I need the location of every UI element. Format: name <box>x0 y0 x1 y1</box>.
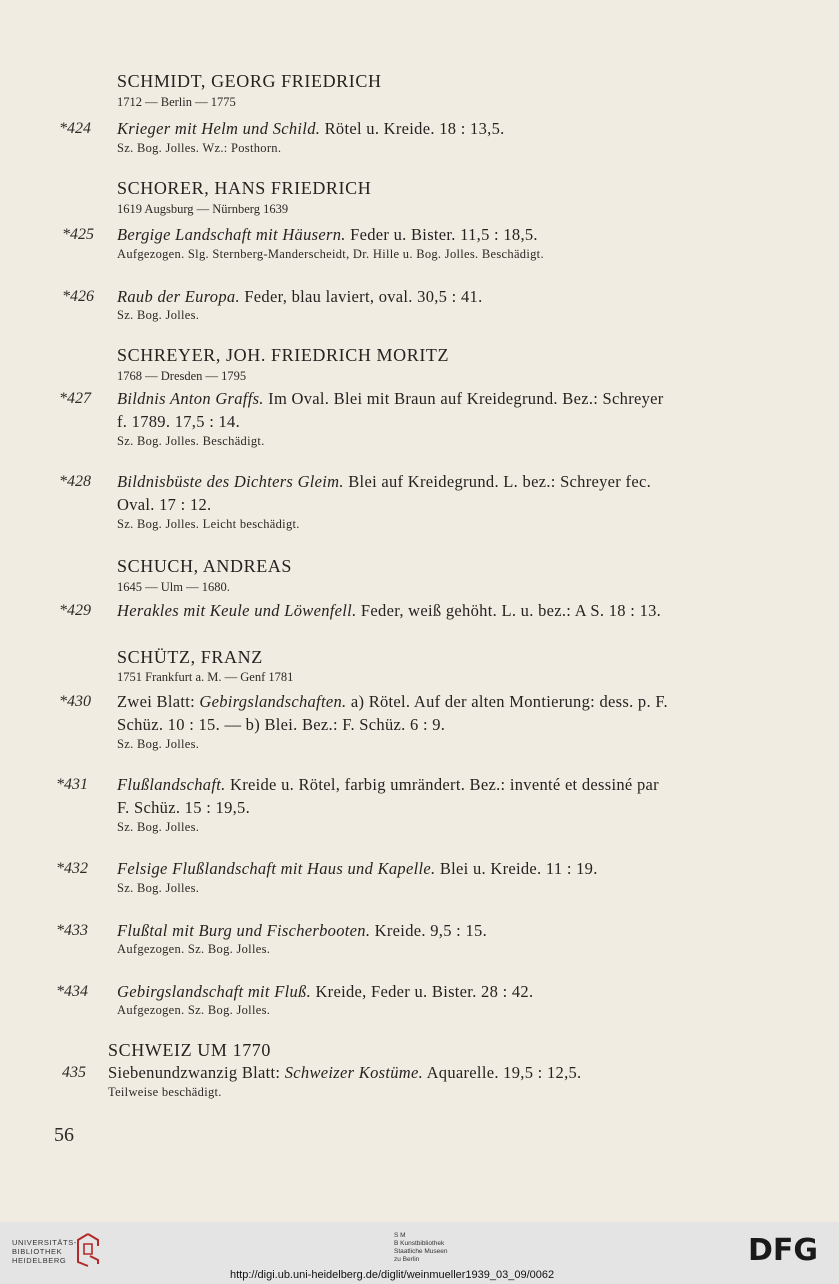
lot-provenance: Sz. Bog. Jolles. <box>117 308 200 322</box>
lot-details: Kreide u. Rötel, farbig umrändert. Bez.: inventé et dessiné par <box>225 775 659 794</box>
lot-number: *434 <box>56 983 88 1000</box>
lot-description-continued: F. Schüz. 15 : 19,5. <box>117 798 251 817</box>
artist-heading: SCHÜTZ, FRANZ <box>117 647 263 667</box>
logo-line: BIBLIOTHEK <box>12 1247 63 1256</box>
logo-line: zu Berlin <box>394 1256 420 1263</box>
lot-details: Kreide. 9,5 : 15. <box>370 921 488 940</box>
logo-line: UNIVERSITÄTS- <box>12 1238 77 1247</box>
lot-description-continued: Schüz. 10 : 15. — b) Blei. Bez.: F. Schüz. 6 : 9. <box>117 715 446 734</box>
artist-life-dates: 1619 Augsburg — Nürnberg 1639 <box>117 202 289 216</box>
lot-details: Feder u. Bister. 11,5 : 18,5. <box>345 225 538 244</box>
lot-provenance: Sz. Bog. Jolles. Leicht beschädigt. <box>117 517 300 531</box>
lot-provenance: Sz. Bog. Jolles. <box>117 737 200 751</box>
lot-description <box>117 921 487 941</box>
lot-number: *429 <box>59 602 91 619</box>
lot-title: Bergige Landschaft mit Häusern. <box>117 225 346 244</box>
permalink-url[interactable]: http://digi.ub.uni-heidelberg.de/diglit/weinmueller1939_03_09/0062 <box>230 1269 555 1281</box>
lot-prefix: Zwei Blatt: <box>117 692 200 711</box>
lot-details: Feder, weiß gehöht. L. u. bez.: A S. 18 : 13. <box>356 601 662 620</box>
lot-number: *428 <box>59 473 91 490</box>
heidelberg-seal-icon[interactable] <box>76 1232 100 1268</box>
artist-heading: SCHREYER, JOH. FRIEDRICH MORITZ <box>117 345 450 365</box>
lot-description-continued: Oval. 17 : 12. <box>117 495 212 514</box>
artist-life-dates: 1768 — Dresden — 1795 <box>117 369 247 383</box>
artist-heading: SCHWEIZ UM 1770 <box>108 1040 271 1060</box>
lot-title: Krieger mit Helm und Schild. <box>117 119 321 138</box>
lot-description <box>117 775 659 795</box>
lot-title: Bildnisbüste des Dichters Gleim. <box>117 472 344 491</box>
lot-number: *433 <box>56 922 88 939</box>
lot-details: Feder, blau laviert, oval. 30,5 : 41. <box>239 287 483 306</box>
lot-description <box>117 225 538 245</box>
lot-title: Gebirgslandschaften. <box>199 692 347 711</box>
logo-line: HEIDELBERG <box>12 1256 67 1265</box>
logo-line: Staatliche Museen <box>394 1248 448 1255</box>
logo-line: S M <box>394 1232 406 1239</box>
lot-title: Flußtal mit Burg und Fischerbooten. <box>117 921 371 940</box>
university-library-logo-text[interactable] <box>12 1238 77 1265</box>
lot-provenance: Aufgezogen. Slg. Sternberg-Manderscheidt, Dr. Hille u. Bog. Jolles. Beschädigt. <box>117 247 544 261</box>
lot-title: Raub der Europa. <box>117 287 240 306</box>
lot-description <box>117 389 664 409</box>
lot-description <box>117 601 661 621</box>
lot-title: Herakles mit Keule und Löwenfell. <box>117 601 357 620</box>
artist-heading: SCHMIDT, GEORG FRIEDRICH <box>117 71 382 91</box>
lot-description <box>117 859 598 879</box>
lot-title: Gebirgslandschaft mit Fluß. <box>117 982 312 1001</box>
artist-life-dates: 1751 Frankfurt a. M. — Genf 1781 <box>117 670 294 684</box>
lot-number: *424 <box>59 120 91 137</box>
page-number: 56 <box>54 1124 74 1146</box>
lot-number: *426 <box>62 288 94 305</box>
lot-number: *430 <box>59 693 91 710</box>
lot-provenance: Sz. Bog. Jolles. Wz.: Posthorn. <box>117 141 282 155</box>
lot-title: Flußlandschaft. <box>117 775 226 794</box>
lot-provenance: Teilweise beschädigt. <box>108 1085 222 1099</box>
lot-number: *431 <box>56 776 88 793</box>
kunstbibliothek-logo-text[interactable] <box>394 1232 447 1264</box>
lot-details: Rötel u. Kreide. 18 : 13,5. <box>320 119 505 138</box>
dfg-logo[interactable]: DFG <box>748 1233 819 1268</box>
lot-description <box>117 982 533 1002</box>
logo-line: B Kunstbibliothek <box>394 1240 445 1247</box>
lot-description-continued: f. 1789. 17,5 : 14. <box>117 412 241 431</box>
artist-heading: SCHUCH, ANDREAS <box>117 556 293 576</box>
lot-details: Kreide, Feder u. Bister. 28 : 42. <box>311 982 534 1001</box>
artist-heading: SCHORER, HANS FRIEDRICH <box>117 178 372 198</box>
lot-description <box>117 692 668 712</box>
lot-description <box>117 119 505 139</box>
lot-provenance: Sz. Bog. Jolles. Beschädigt. <box>117 434 265 448</box>
artist-life-dates: 1645 — Ulm — 1680. <box>117 580 230 594</box>
lot-description <box>117 287 483 307</box>
lot-prefix: Siebenundzwanzig Blatt: <box>108 1063 285 1082</box>
lot-number: 435 <box>62 1064 86 1081</box>
lot-details: Aquarelle. 19,5 : 12,5. <box>423 1063 582 1082</box>
lot-provenance: Aufgezogen. Sz. Bog. Jolles. <box>117 1003 271 1017</box>
lot-number: *427 <box>59 390 91 407</box>
lot-details: Blei auf Kreidegrund. L. bez.: Schreyer fec. <box>343 472 651 491</box>
lot-provenance: Aufgezogen. Sz. Bog. Jolles. <box>117 942 271 956</box>
viewer-footer <box>0 1222 839 1284</box>
lot-details: Im Oval. Blei mit Braun auf Kreidegrund. Bez.: Schreyer <box>263 389 664 408</box>
lot-details: a) Rötel. Auf der alten Montierung: dess. p. F. <box>346 692 668 711</box>
artist-life-dates: 1712 — Berlin — 1775 <box>117 95 236 109</box>
lot-title: Schweizer Kostüme. <box>284 1063 424 1082</box>
lot-number: *425 <box>62 226 94 243</box>
lot-number: *432 <box>56 860 88 877</box>
lot-provenance: Sz. Bog. Jolles. <box>117 820 200 834</box>
lot-title: Bildnis Anton Graffs. <box>117 389 264 408</box>
lot-description <box>108 1063 582 1083</box>
lot-details: Blei u. Kreide. 11 : 19. <box>435 859 598 878</box>
lot-provenance: Sz. Bog. Jolles. <box>117 881 200 895</box>
lot-description <box>117 472 651 492</box>
lot-title: Felsige Flußlandschaft mit Haus und Kapelle. <box>117 859 436 878</box>
